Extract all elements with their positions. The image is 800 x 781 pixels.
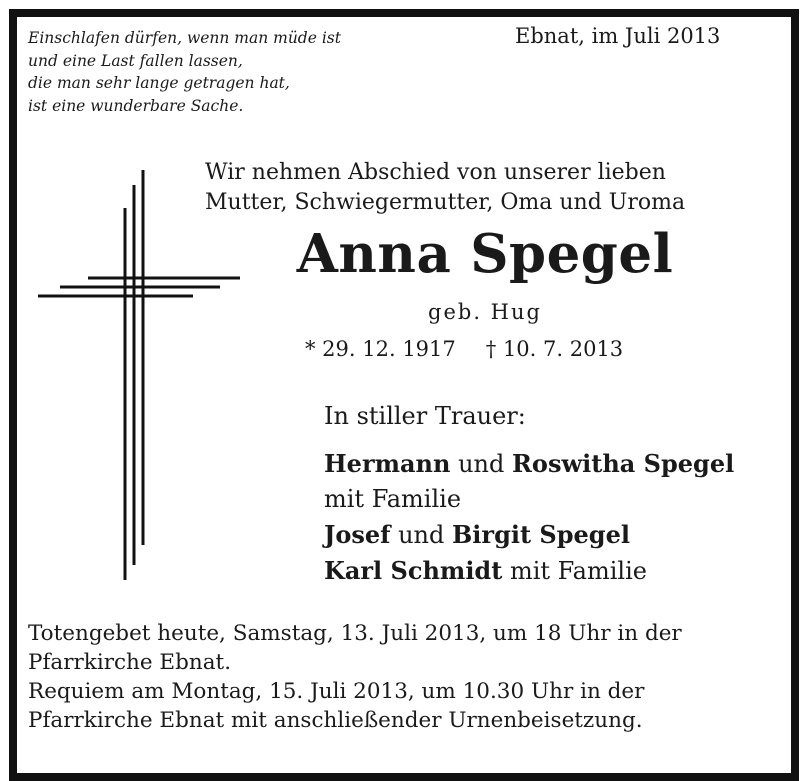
family-line: mit Familie: [324, 485, 462, 513]
birth-date: * 29. 12. 1917: [305, 337, 456, 361]
intro-text: [205, 158, 750, 218]
death-date: † 10. 7. 2013: [485, 337, 624, 361]
family-list: [324, 446, 734, 589]
intro-line: Mutter, Schwiegermutter, Oma und Uroma: [205, 190, 686, 215]
family-line: [324, 553, 734, 589]
family-connector: und: [450, 450, 512, 478]
mourning-label: In stiller Trauer:: [324, 402, 526, 430]
footer-line: Requiem am Montag, 15. Juli 2013, um 10.30 Uhr in der: [28, 679, 645, 704]
family-name: Hermann: [324, 449, 451, 478]
family-suffix: mit Familie: [502, 557, 647, 585]
maiden-name: geb. Hug: [428, 300, 542, 324]
family-name: Birgit Spegel: [452, 520, 630, 549]
intro-line: Wir nehmen Abschied von unserer lieben: [205, 160, 666, 185]
cross-icon: [30, 160, 245, 580]
poem-line: die man sehr lange getragen hat,: [28, 74, 290, 92]
poem-line: und eine Last fallen lassen,: [28, 51, 243, 70]
poem-line: ist eine wunderbare Sache.: [28, 96, 244, 115]
poem: [28, 27, 341, 117]
family-name: Josef: [324, 520, 391, 549]
footer-line: Totengebet heute, Samstag, 13. Juli 2013, um 18 Uhr in der: [28, 621, 682, 646]
poem-line: Einschlafen dürfen, wenn man müde ist: [28, 29, 341, 47]
family-name: Roswitha Spegel: [511, 449, 735, 478]
family-connector: und: [390, 521, 453, 549]
family-line: [324, 517, 734, 553]
family-line: [324, 446, 734, 482]
deceased-name: Anna Spegel: [296, 223, 674, 285]
family-name: Karl Schmidt: [324, 556, 503, 585]
footer-line: Pfarrkirche Ebnat mit anschließender Urnenbeisetzung.: [28, 708, 643, 733]
place-date: Ebnat, im Juli 2013: [515, 24, 721, 48]
service-info: [28, 619, 750, 735]
life-dates: [305, 337, 623, 361]
footer-line: Pfarrkirche Ebnat.: [28, 650, 232, 675]
